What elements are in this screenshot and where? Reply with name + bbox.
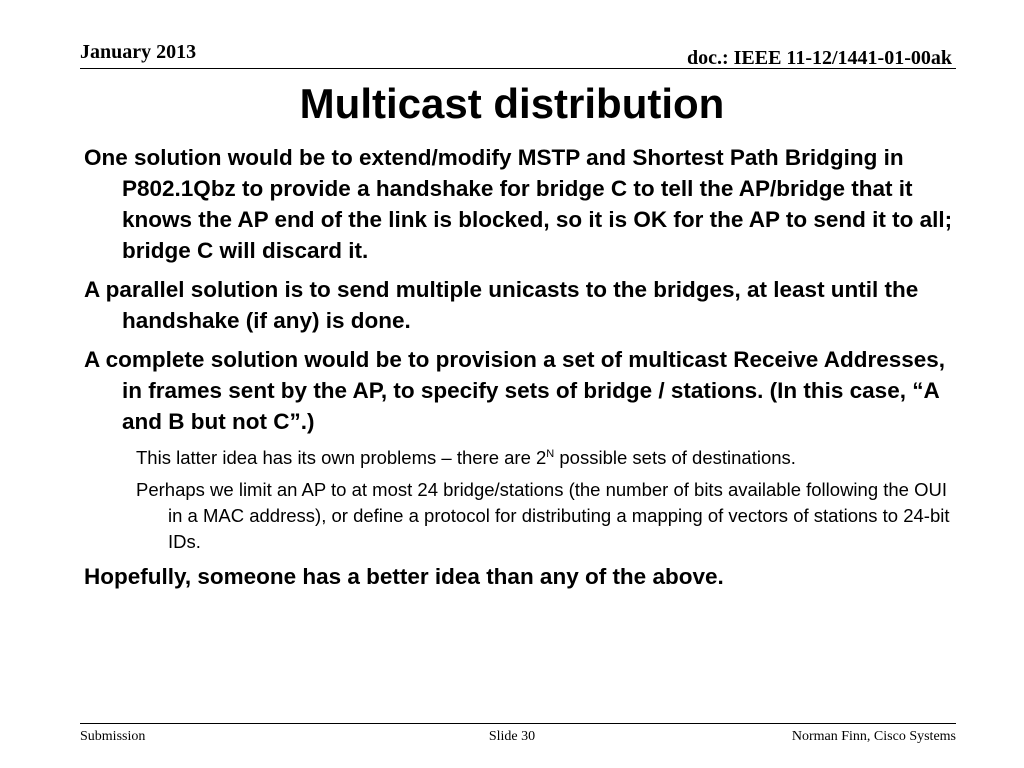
bullet-1: One solution would be to extend/modify MSTP and Shortest Path Bridging in P802.1Qbz to provide a handshake for bridge C to tell the AP/bridge that it knows the AP end of the link is blocked, so it is OK for the AP to send it to all; bridge C will discard it. (84, 145, 953, 263)
slide-title: Multicast distribution (299, 80, 725, 127)
header-divider (80, 68, 956, 69)
footer-author: Norman Finn, Cisco Systems (791, 729, 956, 744)
sub-bullet-1 (84, 445, 954, 471)
footer-slide-number: Slide 30 (488, 729, 536, 744)
footer-divider (80, 723, 956, 724)
sub-bullet-2: Perhaps we limit an AP to at most 24 bridge/stations (the number of bits available following the OUI in a MAC address), or define a protocol for distributing a mapping of vectors of stations to 24-bit IDs. (136, 479, 950, 552)
sub-bullet-1-superscript: N (546, 447, 555, 460)
sub-bullet-1-text-end: possible sets of destinations. (554, 447, 796, 468)
header-doc-id: doc.: IEEE 11-12/1441-01-00ak (686, 47, 952, 69)
bullet-3: A complete solution would be to provision a set of multicast Receive Addresses, in frames sent by the AP, to specify sets of bridge / stations. (In this case, “A and B but not C”.) (84, 347, 946, 434)
bullet-2: A parallel solution is to send multiple unicasts to the bridges, at least until the handshake (if any) is done. (84, 277, 919, 333)
bullet-4: Hopefully, someone has a better idea than any of the above. (84, 564, 724, 589)
header-date: January 2013 (80, 41, 197, 63)
sub-bullet-1-text-start: This latter idea has its own problems – there are 2 (136, 447, 547, 468)
footer-submission: Submission (80, 729, 146, 744)
slide-body (84, 142, 954, 600)
